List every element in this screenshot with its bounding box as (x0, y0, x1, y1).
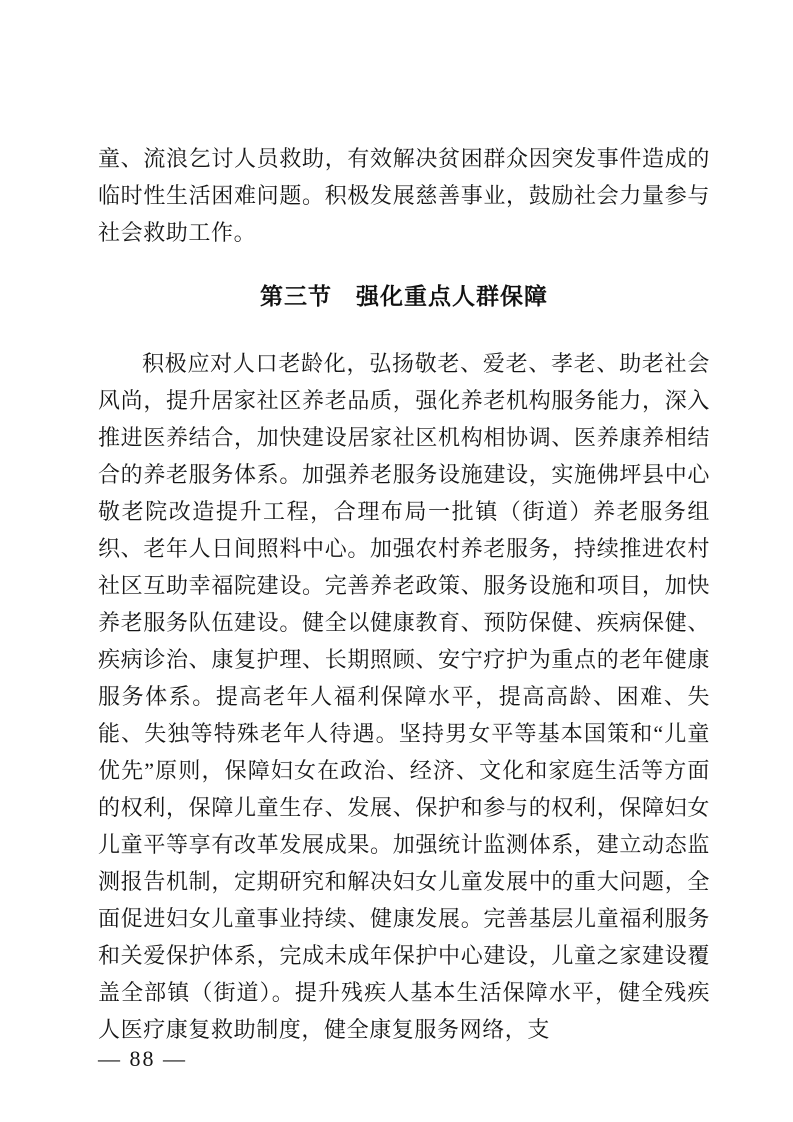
paragraph-main: 积极应对人口老龄化，弘扬敬老、爱老、孝老、助老社会风尚，提升居家社区养老品质，强化养老机构服务能力，深入推进医养结合，加快建设居家社区机构相协调、医养康养相结合的养老服务体系。加强养老服务设施建设，实施佛坪县中心敬老院改造提升工程，合理布局一批镇（街道）养老服务组织、老年人日间照料中心。加强农村养老服务，持续推进农村社区互助幸福院建设。完善养老政策、服务设施和项目，加快养老服务队伍建设。健全以健康教育、预防保健、疾病保健、疾病诊治、康复护理、长期照顾、安宁疗护为重点的老年健康服务体系。提高老年人福利保障水平，提高高龄、困难、失能、失独等特殊老年人待遇。坚持男女平等基本国策和“儿童优先”原则，保障妇女在政治、经济、文化和家庭生活等方面的权利，保障儿童生存、发展、保护和参与的权利，保障妇女儿童平等享有改革发展成果。加强统计监测体系，建立动态监测报告机制，定期研究和解决妇女儿童发展中的重大问题，全面促进妇女儿童事业持续、健康发展。完善基层儿童福利服务和关爱保护体系，完成未成年保护中心建设，儿童之家建设覆盖全部镇（街道）。提升残疾人基本生活保障水平，健全残疾人医疗康复救助制度，健全康复服务网络，支 (98, 351, 710, 1042)
section-heading: 第三节 强化重点人群保障 (260, 284, 548, 309)
page-number: — 88 — (98, 1046, 187, 1071)
page-content (98, 140, 710, 1048)
paragraph-continuation: 童、流浪乞讨人员救助，有效解决贫困群众因突发事件造成的临时性生活困难问题。积极发展慈善事业，鼓励社会力量参与社会救助工作。 (98, 146, 710, 245)
